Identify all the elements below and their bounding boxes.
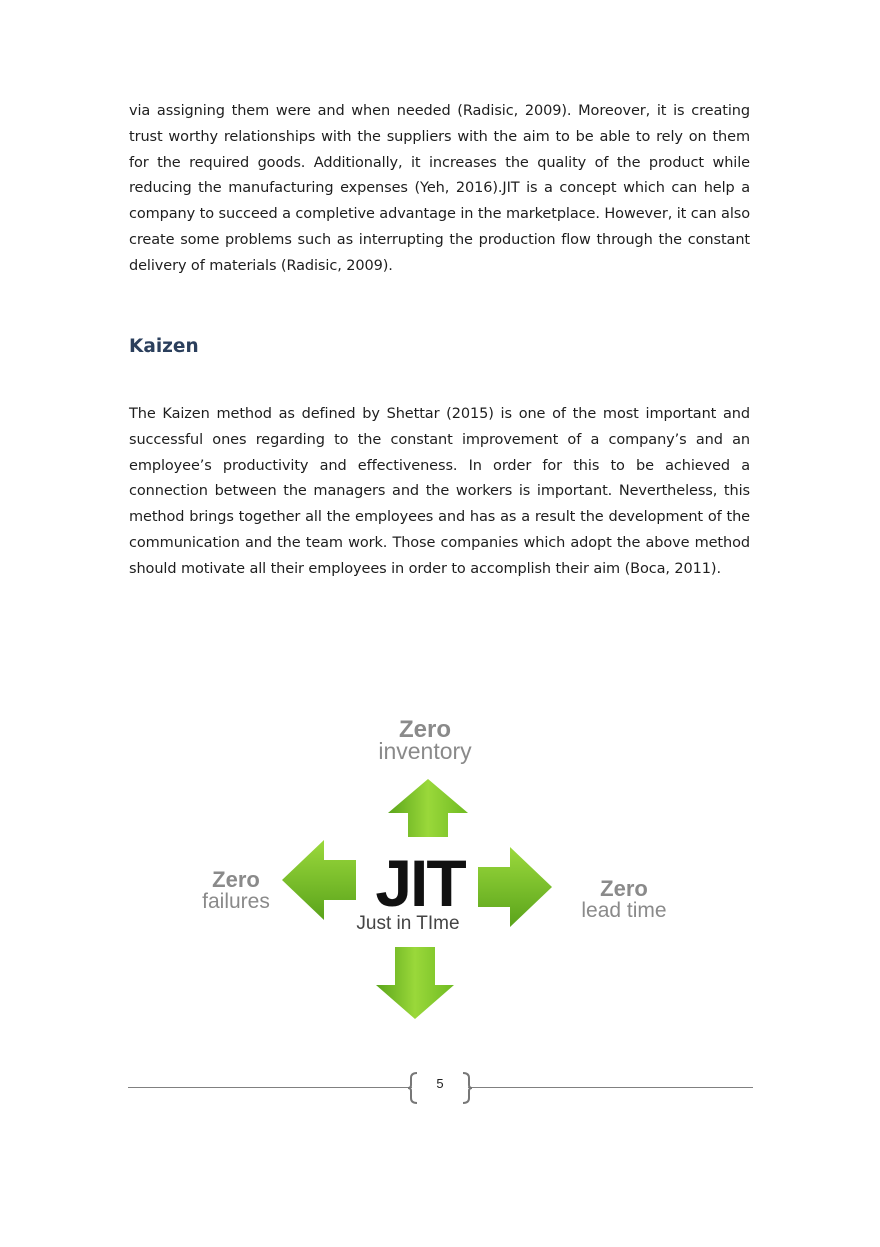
right-label-line1: Zero bbox=[600, 876, 648, 901]
footer-rule-left bbox=[128, 1087, 412, 1088]
top-label-line1: Zero bbox=[398, 716, 452, 743]
paragraph-kaizen: The Kaizen method as defined by Shettar (2015) is one of the most important and successful ones regarding to the constant improvement of a company’s and an employee’s productivity and effectiveness. In order for this to be achieved a connection between the managers and the workers is important. Nevertheless, this method brings together all the employees and has as a result the development of the communication and the team work. Those companies which adopt the above method should motivate all their employees in order to accomplish their aim (Boca, 2011). bbox=[129, 406, 750, 577]
top-label-line2: inventory bbox=[378, 738, 472, 764]
center-subtitle: Just in TIme bbox=[356, 913, 460, 934]
paragraph-jit-continued: via assigning them were and when needed (Radisic, 2009). Moreover, it is creating trust worthy relationships with the suppliers with the aim to be able to rely on them for the required goods. Additionally, it increases the quality of the product while reducing the manufacturing expenses (Yeh, 2016).JIT is a concept which can help a company to succeed a completive advantage in the marketplace. However, it can also create some problems such as interrupting the production flow through the constant delivery of materials (Radisic, 2009). bbox=[129, 103, 750, 274]
center-title: JIT bbox=[375, 846, 465, 920]
footer-rule-right bbox=[468, 1087, 753, 1088]
up-arrow-icon bbox=[388, 779, 468, 837]
jit-diagram bbox=[190, 705, 690, 1025]
page-number: 5 bbox=[436, 1076, 444, 1091]
right-arrow-icon bbox=[478, 847, 552, 927]
footer-left-bracket-icon bbox=[407, 1072, 419, 1104]
section-heading-kaizen: Kaizen bbox=[129, 336, 199, 357]
down-arrow-icon bbox=[376, 947, 454, 1019]
left-arrow-icon bbox=[282, 840, 356, 920]
left-label-line2: failures bbox=[202, 890, 270, 913]
right-label-line2: lead time bbox=[581, 899, 667, 922]
left-label-line1: Zero bbox=[212, 867, 260, 892]
footer-right-bracket-icon bbox=[461, 1072, 473, 1104]
